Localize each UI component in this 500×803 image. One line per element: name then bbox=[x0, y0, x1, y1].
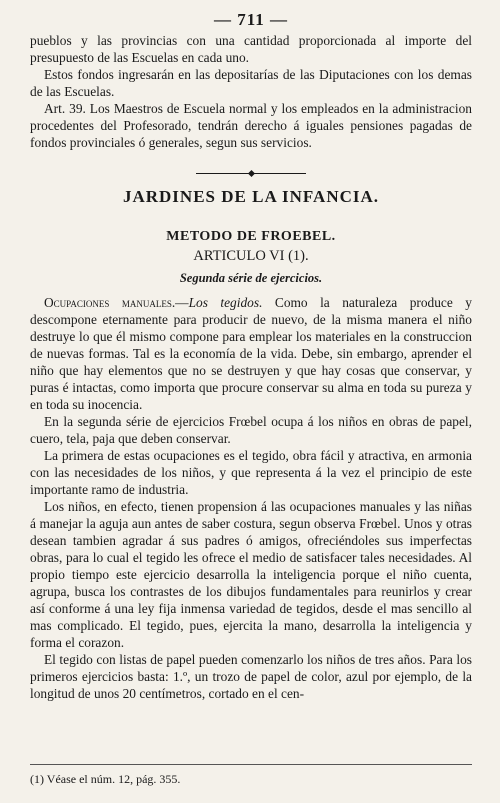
dash: — bbox=[175, 295, 189, 310]
series-title: Segunda série de ejercicios. bbox=[179, 271, 323, 285]
section-title: JARDINES DE LA INFANCIA. bbox=[122, 187, 380, 206]
page-number: — 711 — bbox=[213, 10, 289, 29]
document-page bbox=[30, 10, 472, 702]
paragraph: El tegido con listas de papel pueden comenzarlo los niños de tres años. Para los primeros ejercicios basta: 1.º, un trozo de papel de color, azul por ejemplo, de la longitud de unos 20 centímetros, cortado en el cen- bbox=[30, 652, 472, 701]
footnote-divider bbox=[30, 764, 472, 765]
article-title: ARTICULO VI (1). bbox=[193, 248, 309, 264]
section-divider bbox=[30, 161, 472, 179]
paragraph: La primera de estas ocupaciones es el tegido, obra fácil y atractiva, en armonia con las necesidades de los niños, y que representa á la vez el principio de este importante ramo de industria. bbox=[30, 448, 472, 497]
paragraph-label: Ocupaciones manuales. bbox=[44, 295, 176, 310]
paragraph: En la segunda série de ejercicios Frœbel ocupa á los niños en obras de papel, cuero, tela, paja que deben conservar. bbox=[30, 414, 472, 446]
footnote: (1) Véase el núm. 12, pág. 355. bbox=[30, 772, 181, 786]
paragraph: pueblos y las provincias con una cantidad proporcionada al importe del presupuesto de las Escuelas en cada uno. bbox=[30, 33, 472, 65]
paragraph-ocupaciones bbox=[30, 294, 472, 413]
article-39-paragraph: Art. 39. Los Maestros de Escuela normal y los empleados en la administracion procedentes del Profesorado, tendrán derecho á iguales pensiones pagadas de fondos provinciales ó generales, segun sus servicios. bbox=[30, 101, 472, 150]
paragraph-italic-title: Los tegidos. bbox=[188, 295, 263, 310]
paragraph: Estos fondos ingresarán en las depositarías de las Diputaciones con los demas de las Escuelas. bbox=[30, 67, 472, 99]
method-title: METODO DE FROEBEL. bbox=[166, 229, 336, 244]
paragraph: Los niños, en efecto, tienen propension á las ocupaciones manuales y las niñas á manejar la aguja aun antes de saber costura, segun observa Frœbel. Unos y otras desean tambien agradar á sus padres ó amigos, ofreciéndoles sus imperfectas obras, para lo cual el tegido les ofrece el medio de satisfacer tales necesidades. Al propio tiempo este ejercicio desarrolla la inteligencia porque el niño cuenta, agrupa, busca los contrastes de los dibujos fundamentales para reunirlos y crear así conforme á una ley fija inmensa variedad de tegidos, desde el mas sencillo al mas complicado. El tegido, pues, ejercita la mano, desarrolla la inteligencia y forma el corazon. bbox=[30, 499, 472, 650]
paragraph-text: Como la naturaleza produce y descompone eternamente para producir de nuevo, de la misma manera el niño destruye lo que él mismo compone para emplear los materiales en la construccion de nuevas formas. Tal es la economía de la vida. Debe, sin embargo, aprender el niño que hay elementos que no se destruyen y que hay cosas que conservar, y puras é intactas, como importa que procure conservar su alma en toda su pureza y en toda su inocencia. bbox=[30, 295, 472, 412]
